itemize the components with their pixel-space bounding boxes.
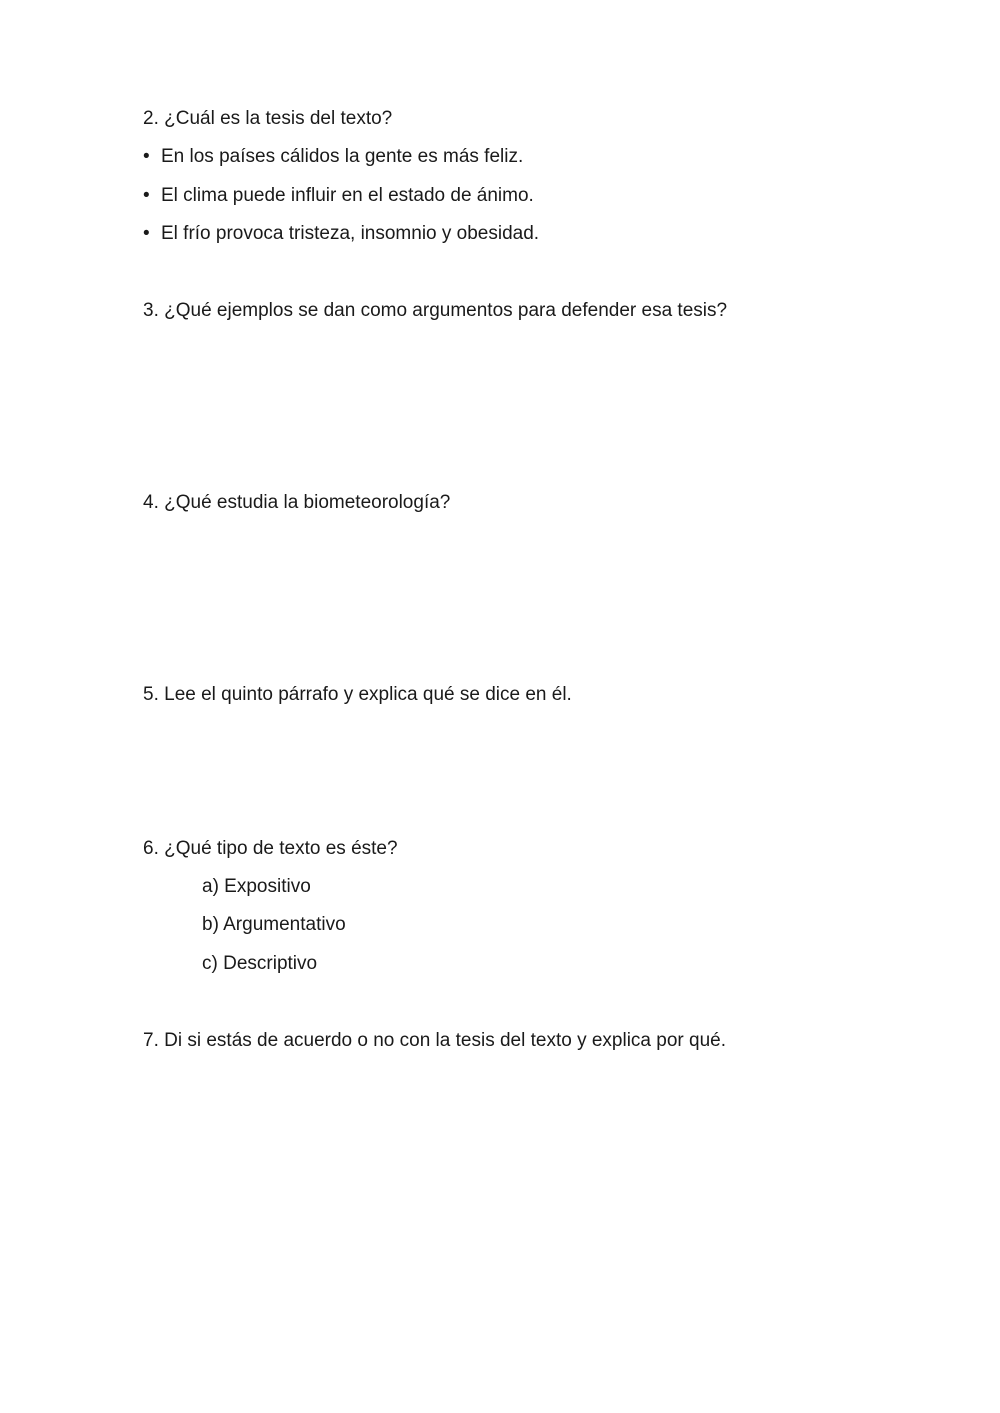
question-6: 6. ¿Qué tipo de texto es éste? xyxy=(143,838,398,859)
q2-bullet-text: En los países cálidos la gente es más feliz. xyxy=(161,146,524,167)
question-3: 3. ¿Qué ejemplos se dan como argumentos para defender esa tesis? xyxy=(143,300,728,321)
bullet-icon: • xyxy=(143,185,150,206)
question-4: 4. ¿Qué estudia la biometeorología? xyxy=(143,492,451,513)
q2-bullet-text: El clima puede influir en el estado de ánimo. xyxy=(161,185,534,206)
question-5: 5. Lee el quinto párrafo y explica qué se dice en él. xyxy=(143,684,572,705)
q2-bullet-item xyxy=(143,146,523,168)
question-2: 2. ¿Cuál es la tesis del texto? xyxy=(143,108,393,129)
q6-option-a: a) Expositivo xyxy=(202,876,311,897)
q6-option-c: c) Descriptivo xyxy=(202,953,318,974)
q2-bullet-item xyxy=(143,223,539,245)
q6-option-b: b) Argumentativo xyxy=(202,914,346,935)
bullet-icon: • xyxy=(143,146,150,167)
q2-bullet-item xyxy=(143,185,534,207)
q2-bullet-text: El frío provoca tristeza, insomnio y obesidad. xyxy=(161,223,540,244)
bullet-icon: • xyxy=(143,223,150,244)
question-7: 7. Di si estás de acuerdo o no con la tesis del texto y explica por qué. xyxy=(143,1030,726,1051)
